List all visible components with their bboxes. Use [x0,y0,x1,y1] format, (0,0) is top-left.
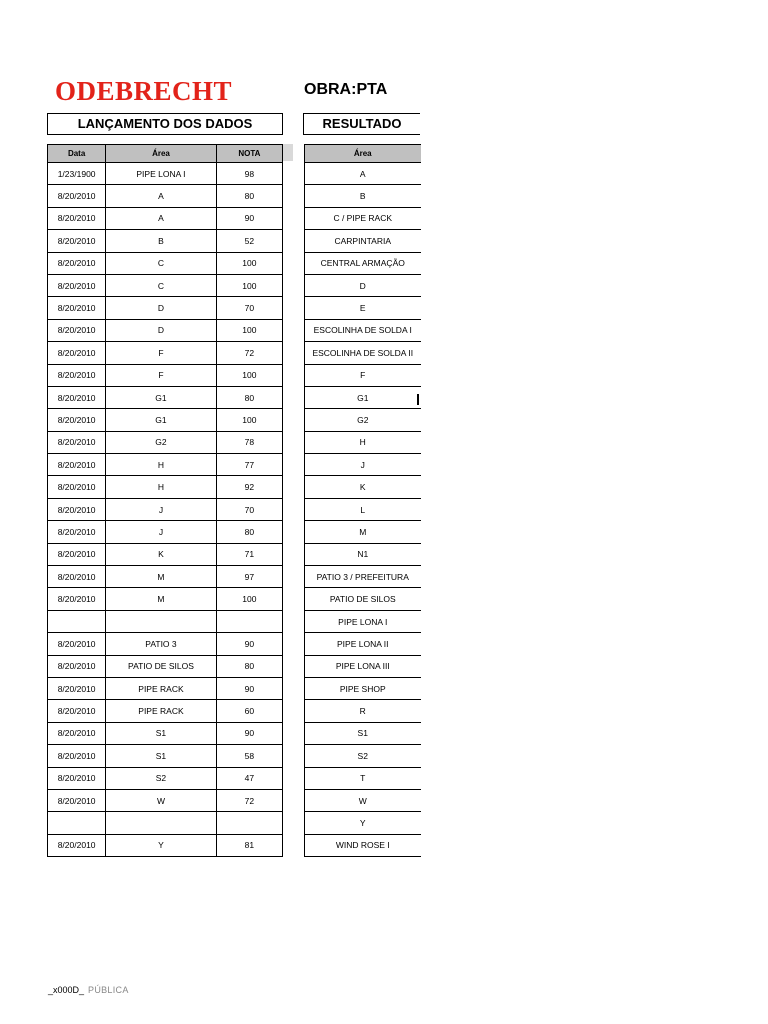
cell-nota[interactable]: 100 [216,364,282,386]
table-row [48,521,283,543]
lancamento-title: LANÇAMENTO DOS DADOS [47,113,283,135]
table-row [48,476,283,498]
cell-area-result[interactable]: Y [305,812,421,834]
cell-nota[interactable]: 81 [216,834,282,856]
table-row [305,767,421,789]
table-row [305,207,421,229]
cell-area-result[interactable]: PIPE LONA III [305,655,421,677]
cell-data[interactable]: 8/20/2010 [48,431,106,453]
cell-area-result[interactable]: G2 [305,409,421,431]
table-row [305,454,421,476]
cell-area-result[interactable]: L [305,498,421,520]
cell-area[interactable] [106,610,216,632]
cell-nota[interactable]: 97 [216,566,282,588]
cell-area[interactable]: F [106,364,216,386]
cell-area[interactable]: PIPE RACK [106,700,216,722]
cell-nota[interactable]: 52 [216,230,282,252]
cell-area[interactable]: D [106,297,216,319]
table-row [305,230,421,252]
cell-data[interactable]: 8/20/2010 [48,274,106,296]
table-row [305,543,421,565]
table-row [305,364,421,386]
cell-area[interactable]: H [106,454,216,476]
column-header-area: Área [106,145,216,163]
cell-nota[interactable]: 100 [216,319,282,341]
cell-area-result[interactable]: PIPE LONA II [305,633,421,655]
cell-area-result[interactable]: PATIO DE SILOS [305,588,421,610]
obra-label: OBRA:PTA [304,81,388,98]
table-row [48,230,283,252]
cell-area[interactable]: PIPE LONA I [106,163,216,185]
cell-data[interactable]: 8/20/2010 [48,207,106,229]
cell-data[interactable]: 8/20/2010 [48,521,106,543]
table-row [305,812,421,834]
classification-label: PÚBLICA [88,985,129,995]
cell-area[interactable]: S2 [106,767,216,789]
cell-area-result[interactable]: S1 [305,722,421,744]
cell-area[interactable]: J [106,498,216,520]
table-row [48,834,283,856]
cell-nota[interactable]: 100 [216,409,282,431]
cell-area-result[interactable]: J [305,454,421,476]
cell-area[interactable]: C [106,252,216,274]
cell-data[interactable]: 1/23/1900 [48,163,106,185]
cell-nota[interactable]: 90 [216,207,282,229]
data-entry-table [47,144,283,857]
table-row [305,476,421,498]
cell-area[interactable]: G1 [106,386,216,408]
table-row [48,252,283,274]
cell-area-result[interactable]: R [305,700,421,722]
cell-area[interactable]: M [106,588,216,610]
cell-area-result[interactable]: D [305,274,421,296]
cell-area[interactable]: A [106,207,216,229]
cell-nota[interactable]: 90 [216,633,282,655]
cell-area-result[interactable]: G1 [305,386,421,408]
table-row [305,566,421,588]
cell-data[interactable]: 8/20/2010 [48,655,106,677]
cell-area-result[interactable]: B [305,185,421,207]
cell-nota[interactable]: 58 [216,745,282,767]
cell-data[interactable]: 8/20/2010 [48,185,106,207]
table-row [48,610,283,632]
table-row [48,767,283,789]
cell-area-result[interactable]: WIND ROSE I [305,834,421,856]
table-row [48,342,283,364]
cell-data[interactable]: 8/20/2010 [48,252,106,274]
cell-area-result[interactable]: C / PIPE RACK [305,207,421,229]
cell-nota[interactable]: 90 [216,677,282,699]
cell-area[interactable]: G2 [106,431,216,453]
cell-nota[interactable]: 98 [216,163,282,185]
column-header-data: Data [48,145,106,163]
table-row [48,319,283,341]
table-row [305,588,421,610]
table-row [305,834,421,856]
cell-nota[interactable]: 92 [216,476,282,498]
cell-fill-handle[interactable] [417,394,419,405]
cell-area[interactable]: PATIO 3 [106,633,216,655]
resultado-title: RESULTADO [303,113,420,135]
cell-data[interactable]: 8/20/2010 [48,230,106,252]
cell-data[interactable]: 8/20/2010 [48,566,106,588]
cell-nota[interactable]: 70 [216,297,282,319]
table-row [48,163,283,185]
cell-area[interactable]: W [106,789,216,811]
cell-area-result[interactable]: F [305,364,421,386]
cell-area-result[interactable]: ESCOLINHA DE SOLDA II [305,342,421,364]
cell-nota[interactable]: 72 [216,789,282,811]
table-row [305,274,421,296]
cell-data[interactable]: 8/20/2010 [48,722,106,744]
table-row [48,386,283,408]
cell-nota[interactable]: 80 [216,521,282,543]
column-header-area-result: Área [305,145,421,163]
cell-data[interactable] [48,812,106,834]
cell-area-result[interactable]: CENTRAL ARMAÇÃO [305,252,421,274]
table-row [48,364,283,386]
cell-data[interactable]: 8/20/2010 [48,834,106,856]
table-row [48,454,283,476]
cell-area-result[interactable]: ESCOLINHA DE SOLDA I [305,319,421,341]
cell-area[interactable]: S1 [106,722,216,744]
table-row [305,431,421,453]
result-table [304,144,421,857]
table-row [48,207,283,229]
cell-nota[interactable]: 72 [216,342,282,364]
cell-nota[interactable]: 80 [216,655,282,677]
table-row [48,409,283,431]
table-row [48,700,283,722]
cell-area[interactable]: F [106,342,216,364]
table-row [305,185,421,207]
table-row [48,297,283,319]
cell-area-result[interactable]: S2 [305,745,421,767]
cell-area-result[interactable]: PIPE LONA I [305,610,421,632]
cell-data[interactable]: 8/20/2010 [48,386,106,408]
table-row [48,722,283,744]
table-row [48,789,283,811]
cell-data[interactable]: 8/20/2010 [48,342,106,364]
table-row [48,185,283,207]
cell-nota[interactable] [216,610,282,632]
table-row [305,745,421,767]
table-row [305,163,421,185]
cell-area[interactable]: G1 [106,409,216,431]
table-row [305,409,421,431]
cell-area-result[interactable]: W [305,789,421,811]
cell-area-result[interactable]: N1 [305,543,421,565]
cell-data[interactable]: 8/20/2010 [48,454,106,476]
table-row [48,677,283,699]
cell-data[interactable]: 8/20/2010 [48,700,106,722]
table-row [305,722,421,744]
cell-area[interactable]: J [106,521,216,543]
table-row [305,498,421,520]
cell-nota[interactable]: 77 [216,454,282,476]
cell-area[interactable]: Y [106,834,216,856]
table-row [48,588,283,610]
table-row [48,633,283,655]
table-row [305,677,421,699]
cell-data[interactable]: 8/20/2010 [48,319,106,341]
cell-data[interactable]: 8/20/2010 [48,476,106,498]
cell-area[interactable]: M [106,566,216,588]
cell-nota[interactable]: 100 [216,588,282,610]
cell-nota[interactable]: 80 [216,185,282,207]
cell-data[interactable]: 8/20/2010 [48,767,106,789]
cell-area-result[interactable]: T [305,767,421,789]
cell-area[interactable]: B [106,230,216,252]
cell-area-result[interactable]: K [305,476,421,498]
cell-area-result[interactable]: E [305,297,421,319]
table-row [48,655,283,677]
cell-area-result[interactable]: CARPINTARIA [305,230,421,252]
column-selector-handle[interactable] [283,144,293,161]
cell-area[interactable]: A [106,185,216,207]
table-row [305,655,421,677]
cell-area[interactable]: D [106,319,216,341]
table-row [305,252,421,274]
column-header-nota: NOTA [216,145,282,163]
cell-nota[interactable]: 80 [216,386,282,408]
table-row [305,610,421,632]
table-row [48,543,283,565]
cell-area[interactable]: PATIO DE SILOS [106,655,216,677]
cell-area[interactable]: K [106,543,216,565]
table-row [305,342,421,364]
table-row [48,745,283,767]
table-row [305,319,421,341]
cell-nota[interactable]: 100 [216,274,282,296]
cell-nota[interactable]: 71 [216,543,282,565]
cell-area[interactable] [106,812,216,834]
cell-area[interactable]: PIPE RACK [106,677,216,699]
table-row [305,386,421,408]
cell-data[interactable]: 8/20/2010 [48,633,106,655]
table-row [305,633,421,655]
cell-nota[interactable] [216,812,282,834]
cell-area-result[interactable]: H [305,431,421,453]
cell-data[interactable]: 8/20/2010 [48,364,106,386]
table-row [305,297,421,319]
cell-area[interactable]: C [106,274,216,296]
cell-data[interactable]: 8/20/2010 [48,543,106,565]
cell-nota[interactable]: 70 [216,498,282,520]
cell-area[interactable]: S1 [106,745,216,767]
cell-data[interactable]: 8/20/2010 [48,588,106,610]
table-row [305,789,421,811]
cell-area-result[interactable]: PIPE SHOP [305,677,421,699]
cell-nota[interactable]: 90 [216,722,282,744]
table-row [305,521,421,543]
cell-area-result[interactable]: A [305,163,421,185]
cell-data[interactable]: 8/20/2010 [48,409,106,431]
cell-data[interactable]: 8/20/2010 [48,677,106,699]
cell-nota[interactable]: 47 [216,767,282,789]
cell-area-result[interactable]: M [305,521,421,543]
cell-area-result[interactable]: PATIO 3 / PREFEITURA [305,566,421,588]
cell-data[interactable] [48,610,106,632]
table-row [305,700,421,722]
cell-data[interactable]: 8/20/2010 [48,745,106,767]
cell-data[interactable]: 8/20/2010 [48,789,106,811]
cell-nota[interactable]: 100 [216,252,282,274]
cell-nota[interactable]: 78 [216,431,282,453]
table-row [48,812,283,834]
table-row [48,498,283,520]
cell-data[interactable]: 8/20/2010 [48,498,106,520]
table-row [48,431,283,453]
footer [48,985,129,995]
company-logo: ODEBRECHT [55,76,233,106]
cell-data[interactable]: 8/20/2010 [48,297,106,319]
cell-nota[interactable]: 60 [216,700,282,722]
table-row [48,566,283,588]
table-row [48,274,283,296]
cell-area[interactable]: H [106,476,216,498]
footer-code: _x000D_ [48,985,85,995]
